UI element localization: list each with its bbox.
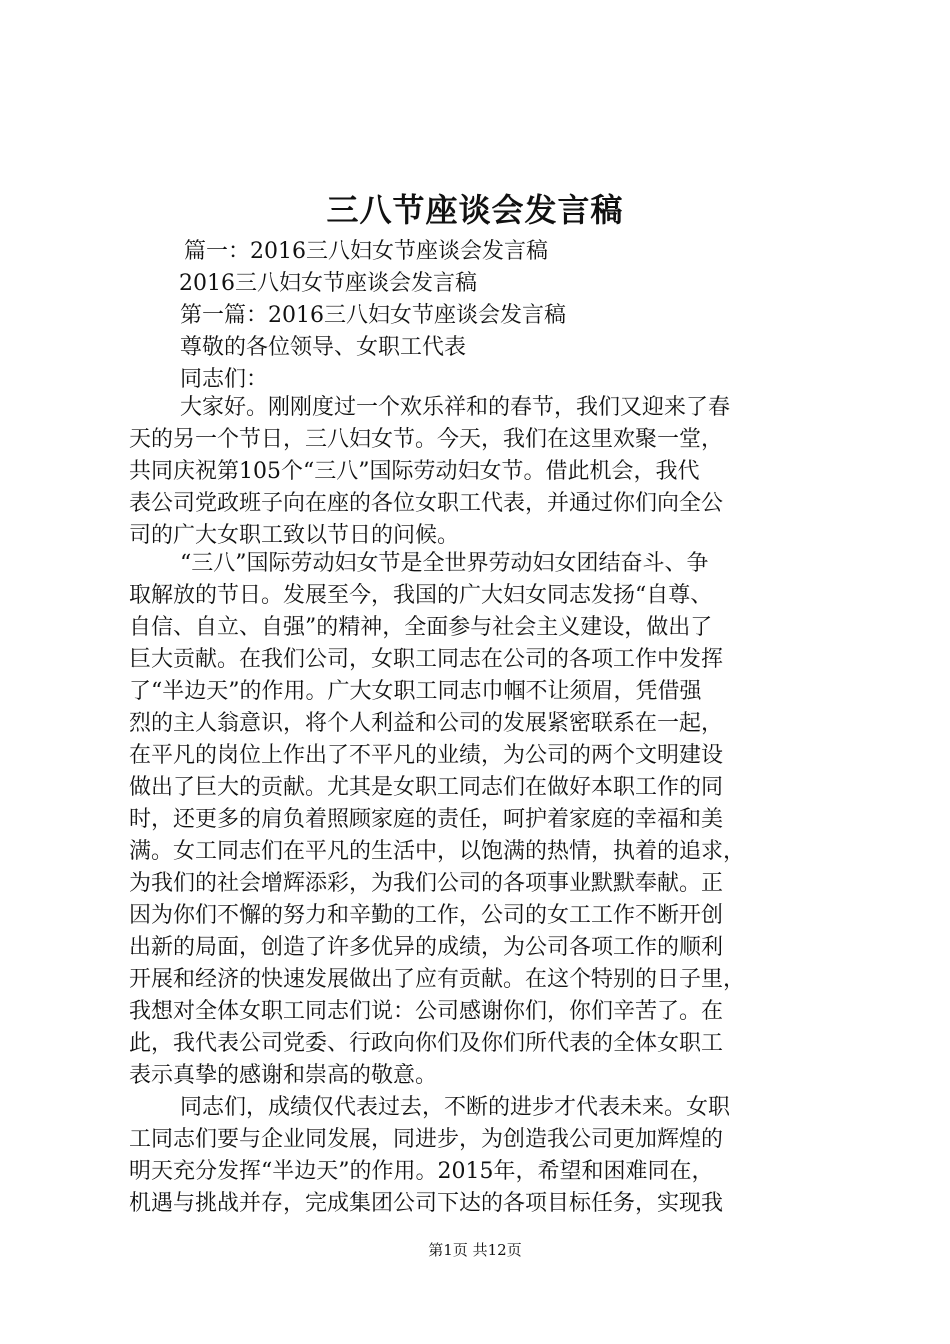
paragraph-line: 出新的局面，创造了许多优异的成绩，为公司各项工作的顺利: [129, 935, 724, 960]
paragraph-line: 天的另一个节日，三八妇女节。今天，我们在这里欢聚一堂，: [129, 427, 724, 452]
paragraph-line: 表示真挚的感谢和崇高的敬意。: [129, 1063, 438, 1088]
paragraph-line: 做出了巨大的贡献。尤其是女职工同志们在做好本职工作的同: [129, 775, 724, 800]
paragraph-line: 共同庆祝第105个“三八”国际劳动妇女节。借此机会，我代: [129, 459, 700, 484]
paragraph-line: 开展和经济的快速发展做出了应有贡献。在这个特别的日子里，: [129, 967, 746, 992]
heading-line: 2016三八妇女节座谈会发言稿: [179, 271, 477, 296]
document-title: 三八节座谈会发言稿: [326, 191, 624, 229]
paragraph-line: 了“半边天”的作用。广大女职工同志巾帼不让须眉，凭借强: [129, 679, 702, 704]
paragraph-line: 司的广大女职工致以节日的问候。: [129, 523, 460, 548]
paragraph-line: 满。女工同志们在平凡的生活中，以饱满的热情，执着的追求，: [129, 839, 746, 864]
paragraph-line: 烈的主人翁意识，将个人利益和公司的发展紧密联系在一起，: [129, 711, 724, 736]
paragraph-line: 取解放的节日。发展至今，我国的广大妇女同志发扬“自尊、: [129, 583, 713, 608]
paragraph-line: 为我们的社会增辉添彩，为我们公司的各项事业默默奉献。正: [129, 871, 724, 896]
salutation-line: 尊敬的各位领导、女职工代表: [180, 335, 467, 360]
paragraph-line: 同志们，成绩仅代表过去，不断的进步才代表未来。女职: [180, 1095, 731, 1120]
paragraph-line: 机遇与挑战并存，完成集团公司下达的各项目标任务，实现我: [129, 1191, 724, 1216]
paragraph-line: 因为你们不懈的努力和辛勤的工作，公司的女工工作不断开创: [129, 903, 724, 928]
paragraph-line: 自信、自立、自强”的精神，全面参与社会主义建设，做出了: [129, 615, 713, 640]
heading-line: 第一篇：2016三八妇女节座谈会发言稿: [180, 303, 566, 328]
paragraph-line: 大家好。刚刚度过一个欢乐祥和的春节，我们又迎来了春: [180, 395, 731, 420]
paragraph-line: “三八”国际劳动妇女节是全世界劳动妇女团结奋斗、争: [180, 551, 709, 576]
paragraph-line: 时，还更多的肩负着照顾家庭的责任，呵护着家庭的幸福和美: [129, 807, 724, 832]
paragraph-line: 明天充分发挥“半边天”的作用。2015年，希望和困难同在，: [129, 1159, 714, 1184]
paragraph-line: 巨大贡献。在我们公司，女职工同志在公司的各项工作中发挥: [129, 647, 724, 672]
paragraph-line: 表公司党政班子向在座的各位女职工代表，并通过你们向全公: [129, 491, 724, 516]
salutation-line: 同志们：: [180, 367, 269, 392]
paragraph-line: 在平凡的岗位上作出了不平凡的业绩，为公司的两个文明建设: [129, 743, 724, 768]
heading-line: 篇一：2016三八妇女节座谈会发言稿: [184, 239, 548, 264]
paragraph-line: 此，我代表公司党委、行政向你们及你们所代表的全体女职工: [129, 1031, 724, 1056]
paragraph-line: 工同志们要与企业同发展，同进步，为创造我公司更加辉煌的: [129, 1127, 724, 1152]
paragraph-line: 我想对全体女职工同志们说：公司感谢你们，你们辛苦了。在: [129, 999, 724, 1024]
page-number: 第1页 共12页: [428, 1241, 522, 1259]
